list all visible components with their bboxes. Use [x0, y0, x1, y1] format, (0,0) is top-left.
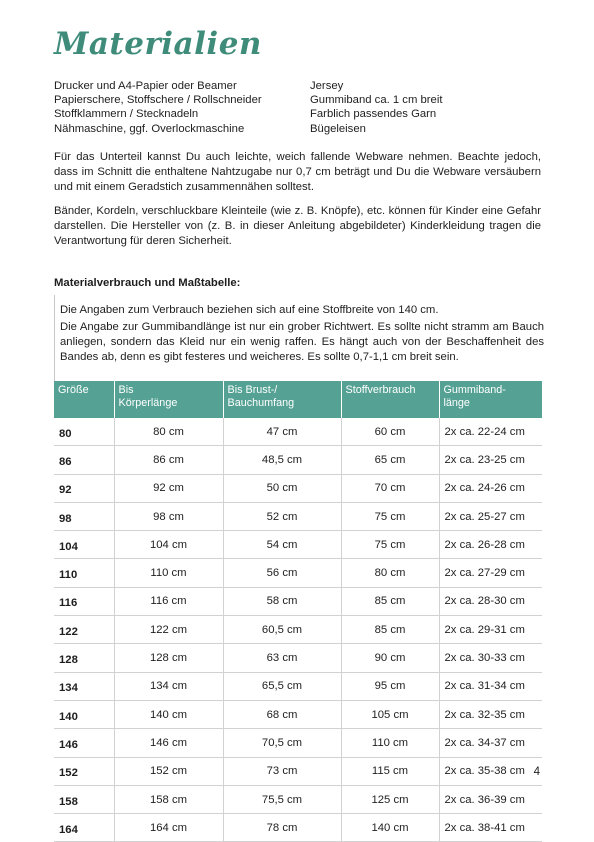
material-item: Bügeleisen	[310, 122, 366, 135]
table-cell: 56 cm	[223, 559, 341, 587]
table-cell: 2x ca. 29-31 cm	[439, 616, 542, 644]
table-cell: 140	[54, 700, 114, 728]
table-cell: 80 cm	[341, 559, 439, 587]
table-cell: 2x ca. 22-24 cm	[439, 418, 542, 446]
table-cell: 75,5 cm	[223, 785, 341, 813]
table-row	[54, 644, 542, 672]
table-cell: 2x ca. 26-28 cm	[439, 531, 542, 559]
table-cell: 2x ca. 27-29 cm	[439, 559, 542, 587]
table-cell: 70,5 cm	[223, 729, 341, 757]
table-cell: 2x ca. 34-37 cm	[439, 729, 542, 757]
table-cell: 2x ca. 36-39 cm	[439, 785, 542, 813]
table-cell: 134 cm	[114, 672, 223, 700]
table-cell: 146 cm	[114, 729, 223, 757]
table-cell: 110 cm	[114, 559, 223, 587]
table-row	[54, 418, 542, 446]
fabric-width-note: Die Angaben zum Verbrauch beziehen sich auf eine Stoffbreite von 140 cm.	[60, 304, 439, 316]
table-cell: 60,5 cm	[223, 616, 341, 644]
table-cell: 48,5 cm	[223, 446, 341, 474]
table-cell: 115 cm	[341, 757, 439, 785]
table-cell: 2x ca. 25-27 cm	[439, 502, 542, 530]
table-cell: 65,5 cm	[223, 672, 341, 700]
table-cell: 58 cm	[223, 587, 341, 615]
table-cell: 78 cm	[223, 814, 341, 842]
materials-row	[54, 93, 544, 107]
table-cell: 85 cm	[341, 587, 439, 615]
table-cell: 86	[54, 446, 114, 474]
table-heading: Materialverbrauch und Maßtabelle:	[54, 277, 241, 289]
header-fabric-usage: Stoffverbrauch	[341, 381, 439, 418]
table-cell: 60 cm	[341, 418, 439, 446]
table-row	[54, 672, 542, 700]
table-cell: 92	[54, 474, 114, 502]
table-cell: 65 cm	[341, 446, 439, 474]
table-body	[54, 418, 542, 842]
table-cell: 2x ca. 30-33 cm	[439, 644, 542, 672]
table-row	[54, 785, 542, 813]
material-item: Stoffklammern / Stecknadeln	[54, 108, 199, 121]
table-cell: 140 cm	[114, 700, 223, 728]
table-cell: 116	[54, 587, 114, 615]
header-chest-waist: Bis Brust-/ Bauchumfang	[223, 381, 341, 418]
header-body-length: Bis Körperlänge	[114, 381, 223, 418]
table-cell: 54 cm	[223, 531, 341, 559]
table-row	[54, 757, 542, 785]
elastic-length-note: Die Angabe zur Gummibandlänge ist nur ein grober Richtwert. Es sollte nicht stramm am Bauch anliegen, sondern das Kleid nur ein wenig raffen. Es hängt auch von der Beschaffenheit des Bandes ab, denn es gibt festeres und weicheres. Es sollte 0,7-1,1 cm breit sein.	[60, 321, 544, 364]
table-cell: 73 cm	[223, 757, 341, 785]
table-cell: 164	[54, 814, 114, 842]
table-row	[54, 700, 542, 728]
table-cell: 47 cm	[223, 418, 341, 446]
table-cell: 52 cm	[223, 502, 341, 530]
size-table	[54, 381, 542, 842]
table-cell: 158	[54, 785, 114, 813]
table-cell: 110	[54, 559, 114, 587]
table-cell: 122	[54, 616, 114, 644]
table-row	[54, 587, 542, 615]
table-row	[54, 559, 542, 587]
table-cell: 2x ca. 28-30 cm	[439, 587, 542, 615]
table-cell: 70 cm	[341, 474, 439, 502]
table-cell: 146	[54, 729, 114, 757]
material-item: Nähmaschine, ggf. Overlockmaschine	[54, 122, 245, 135]
table-cell: 152	[54, 757, 114, 785]
material-item: Jersey	[310, 80, 344, 92]
page-number: 4	[533, 766, 540, 778]
table-header-row	[54, 381, 542, 418]
table-cell: 2x ca. 32-35 cm	[439, 700, 542, 728]
table-cell: 104 cm	[114, 531, 223, 559]
table-cell: 80	[54, 418, 114, 446]
table-cell: 85 cm	[341, 616, 439, 644]
table-row	[54, 531, 542, 559]
table-cell: 95 cm	[341, 672, 439, 700]
table-cell: 98 cm	[114, 502, 223, 530]
header-elastic-length: Gummiband- länge	[439, 381, 542, 418]
table-cell: 2x ca. 23-25 cm	[439, 446, 542, 474]
table-cell: 128	[54, 644, 114, 672]
table-cell: 92 cm	[114, 474, 223, 502]
safety-note-paragraph: Bänder, Kordeln, verschluckbare Kleinteile (wie z. B. Knöpfe), etc. können für Kinder eine Gefahr darstellen. Die Hersteller von (z. B. in dieser Anleitung abgebildeter) Kinderkleidung tragen die Verantwortung für deren Sicherheit.	[54, 205, 541, 248]
table-cell: 2x ca. 35-38 cm	[439, 757, 542, 785]
table-cell: 134	[54, 672, 114, 700]
table-cell: 104	[54, 531, 114, 559]
table-row	[54, 814, 542, 842]
table-row	[54, 446, 542, 474]
table-cell: 2x ca. 31-34 cm	[439, 672, 542, 700]
materials-row	[54, 107, 544, 121]
material-item: Farblich passendes Garn	[310, 108, 437, 121]
table-cell: 80 cm	[114, 418, 223, 446]
materials-row	[54, 79, 544, 93]
header-size: Größe	[54, 381, 114, 418]
table-cell: 86 cm	[114, 446, 223, 474]
table-cell: 110 cm	[341, 729, 439, 757]
table-cell: 75 cm	[341, 531, 439, 559]
table-cell: 140 cm	[341, 814, 439, 842]
page-title: Materialien	[54, 26, 262, 62]
materials-list	[54, 79, 544, 136]
table-row	[54, 729, 542, 757]
material-item: Papierschere, Stoffschere / Rollschneider	[54, 94, 262, 107]
table-cell: 90 cm	[341, 644, 439, 672]
material-item: Drucker und A4-Papier oder Beamer	[54, 80, 237, 92]
material-item: Gummiband ca. 1 cm breit	[310, 94, 443, 107]
fabric-note-paragraph: Für das Unterteil kannst Du auch leichte, weich fallende Webware nehmen. Beachte jedoch, dass im Schnitt die enthaltene Nahtzugabe nur 0,7 cm beträgt und Du die Webware versäubern und mit einem Geradstich zusammennähen solltest.	[54, 151, 541, 194]
table-cell: 152 cm	[114, 757, 223, 785]
table-cell: 2x ca. 38-41 cm	[439, 814, 542, 842]
table-cell: 158 cm	[114, 785, 223, 813]
table-row	[54, 502, 542, 530]
table-cell: 164 cm	[114, 814, 223, 842]
table-cell: 63 cm	[223, 644, 341, 672]
table-cell: 50 cm	[223, 474, 341, 502]
table-cell: 128 cm	[114, 644, 223, 672]
table-row	[54, 616, 542, 644]
materials-row	[54, 122, 544, 136]
table-cell: 105 cm	[341, 700, 439, 728]
table-cell: 125 cm	[341, 785, 439, 813]
table-cell: 75 cm	[341, 502, 439, 530]
table-cell: 122 cm	[114, 616, 223, 644]
table-cell: 98	[54, 502, 114, 530]
table-cell: 116 cm	[114, 587, 223, 615]
table-cell: 2x ca. 24-26 cm	[439, 474, 542, 502]
table-row	[54, 474, 542, 502]
table-cell: 68 cm	[223, 700, 341, 728]
